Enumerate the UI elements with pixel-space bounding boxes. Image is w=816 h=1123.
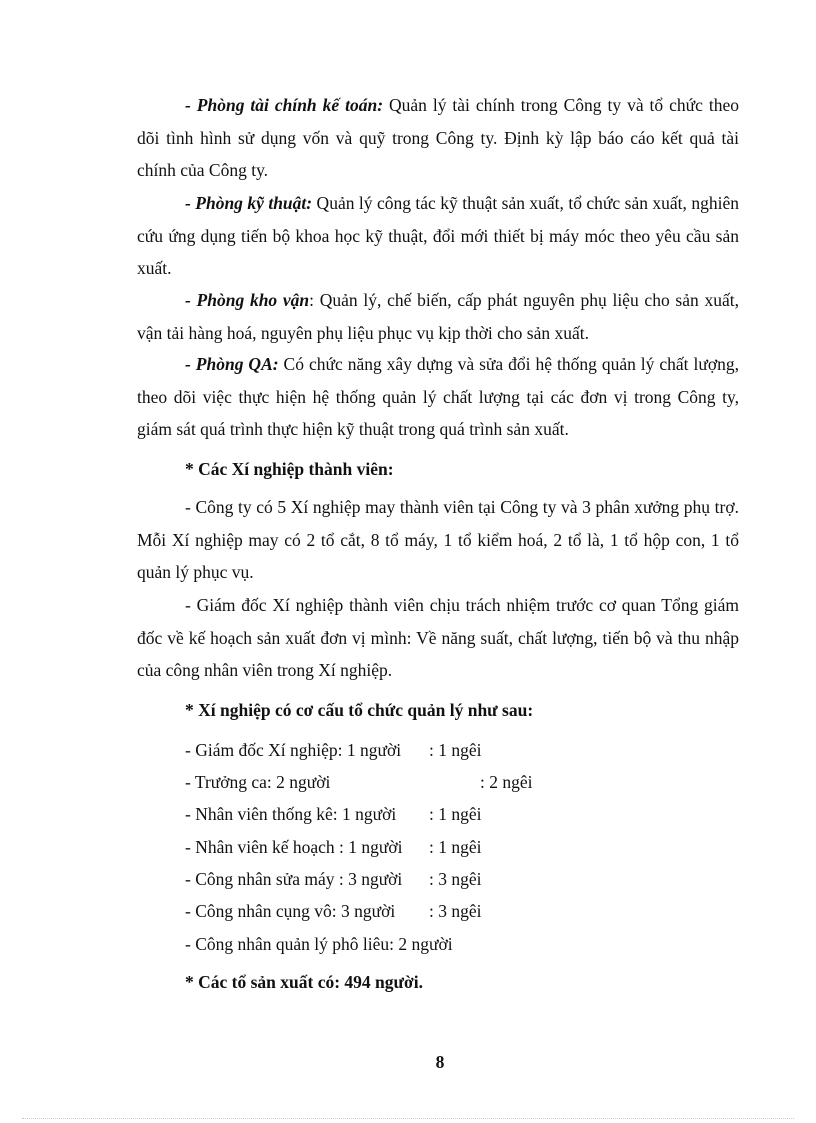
page-number: 8 [435, 1052, 445, 1072]
paragraph-technical [137, 187, 739, 285]
paragraph-qa [137, 348, 739, 446]
paragraph-member-enterprises: - Công ty có 5 Xí nghiệp may thành viên tại Công ty và 3 phân xưởng phụ trợ. Mỗi Xí nghiệp may có 2 tổ cắt, 8 tổ máy, 1 tổ kiểm hoá, 2 tổ là, 1 tổ hộp con, 1 tổ quản lý phục vụ. [137, 497, 739, 582]
staff-role: - Trưởng ca: 2 người [185, 772, 331, 792]
staff-role: - Công nhân cụng vô: 3 người [185, 901, 396, 921]
section-title-structure: * Xí nghiệp có cơ cấu tổ chức quản lý như sau: [185, 700, 534, 720]
staff-count: : 1 ngêi [429, 804, 482, 824]
staff-role: - Giám đốc Xí nghiệp: 1 người [185, 740, 402, 760]
staff-count: : 1 ngêi [429, 740, 482, 760]
paragraph-finance [137, 89, 739, 187]
page-bottom-divider [22, 1118, 794, 1119]
staff-row [185, 835, 482, 859]
section-title-member-enterprises: * Các Xí nghiệp thành viên: [185, 459, 394, 479]
paragraph-heading: - Phòng kỹ thuật: [185, 193, 313, 213]
paragraph-text: Có chức năng xây dựng và sửa đổi hệ thống quản lý chất lượng, theo dõi việc thực hiện hệ thống quản lý chất lượng tại các đơn vị trong Công ty, giám sát quá trình thực hiện kỹ thuật trong quá trình sản xuất. [137, 354, 739, 439]
staff-count: : 3 ngêi [429, 869, 482, 889]
paragraph-heading: - Phòng QA: [185, 354, 279, 374]
staff-row [185, 802, 482, 826]
paragraph-warehouse [137, 284, 739, 349]
staff-row [185, 738, 482, 762]
paragraph-heading: - Phòng tài chính kế toán: [185, 95, 384, 115]
staff-role: - Nhân viên kế hoạch : 1 người [185, 837, 403, 857]
staff-count: : 1 ngêi [429, 837, 482, 857]
staff-row [185, 899, 482, 923]
paragraph-text: : Quản lý, chế biến, cấp phát nguyên phụ liệu cho sản xuất, vận tải hàng hoá, nguyên phụ liệu phục vụ kịp thời cho sản xuất. [137, 290, 739, 343]
paragraph-heading: - Phòng kho vận [185, 290, 310, 310]
staff-row [185, 932, 453, 956]
staff-row [185, 770, 533, 794]
staff-role: - Công nhân quản lý phô liêu: 2 người [185, 934, 453, 954]
staff-count: : 2 ngêi [480, 772, 533, 792]
staff-count: : 3 ngêi [429, 901, 482, 921]
staff-row [185, 867, 482, 891]
staff-role: - Công nhân sửa máy : 3 người [185, 869, 403, 889]
paragraph-text: Quản lý tài chính trong Công ty và tổ chức theo dõi tình hình sử dụng vốn và quỹ trong Công ty. Định kỳ lập báo cáo kết quả tài chính của Công ty. [137, 95, 739, 180]
paragraph-director-responsibility: - Giám đốc Xí nghiệp thành viên chịu trách nhiệm trước cơ quan Tổng giám đốc về kế hoạch sản xuất đơn vị mình: Về năng suất, chất lượng, tiến bộ và thu nhập của công nhân viên trong Xí nghiệp. [137, 595, 739, 680]
staff-role: - Nhân viên thống kê: 1 người [185, 804, 397, 824]
total-workers: * Các tổ sản xuất có: 494 người. [185, 972, 423, 992]
paragraph-text: Quản lý công tác kỹ thuật sản xuất, tổ chức sản xuất, nghiên cứu ứng dụng tiến bộ khoa học kỹ thuật, đổi mới thiết bị máy móc theo yêu cầu sản xuất. [137, 193, 739, 278]
